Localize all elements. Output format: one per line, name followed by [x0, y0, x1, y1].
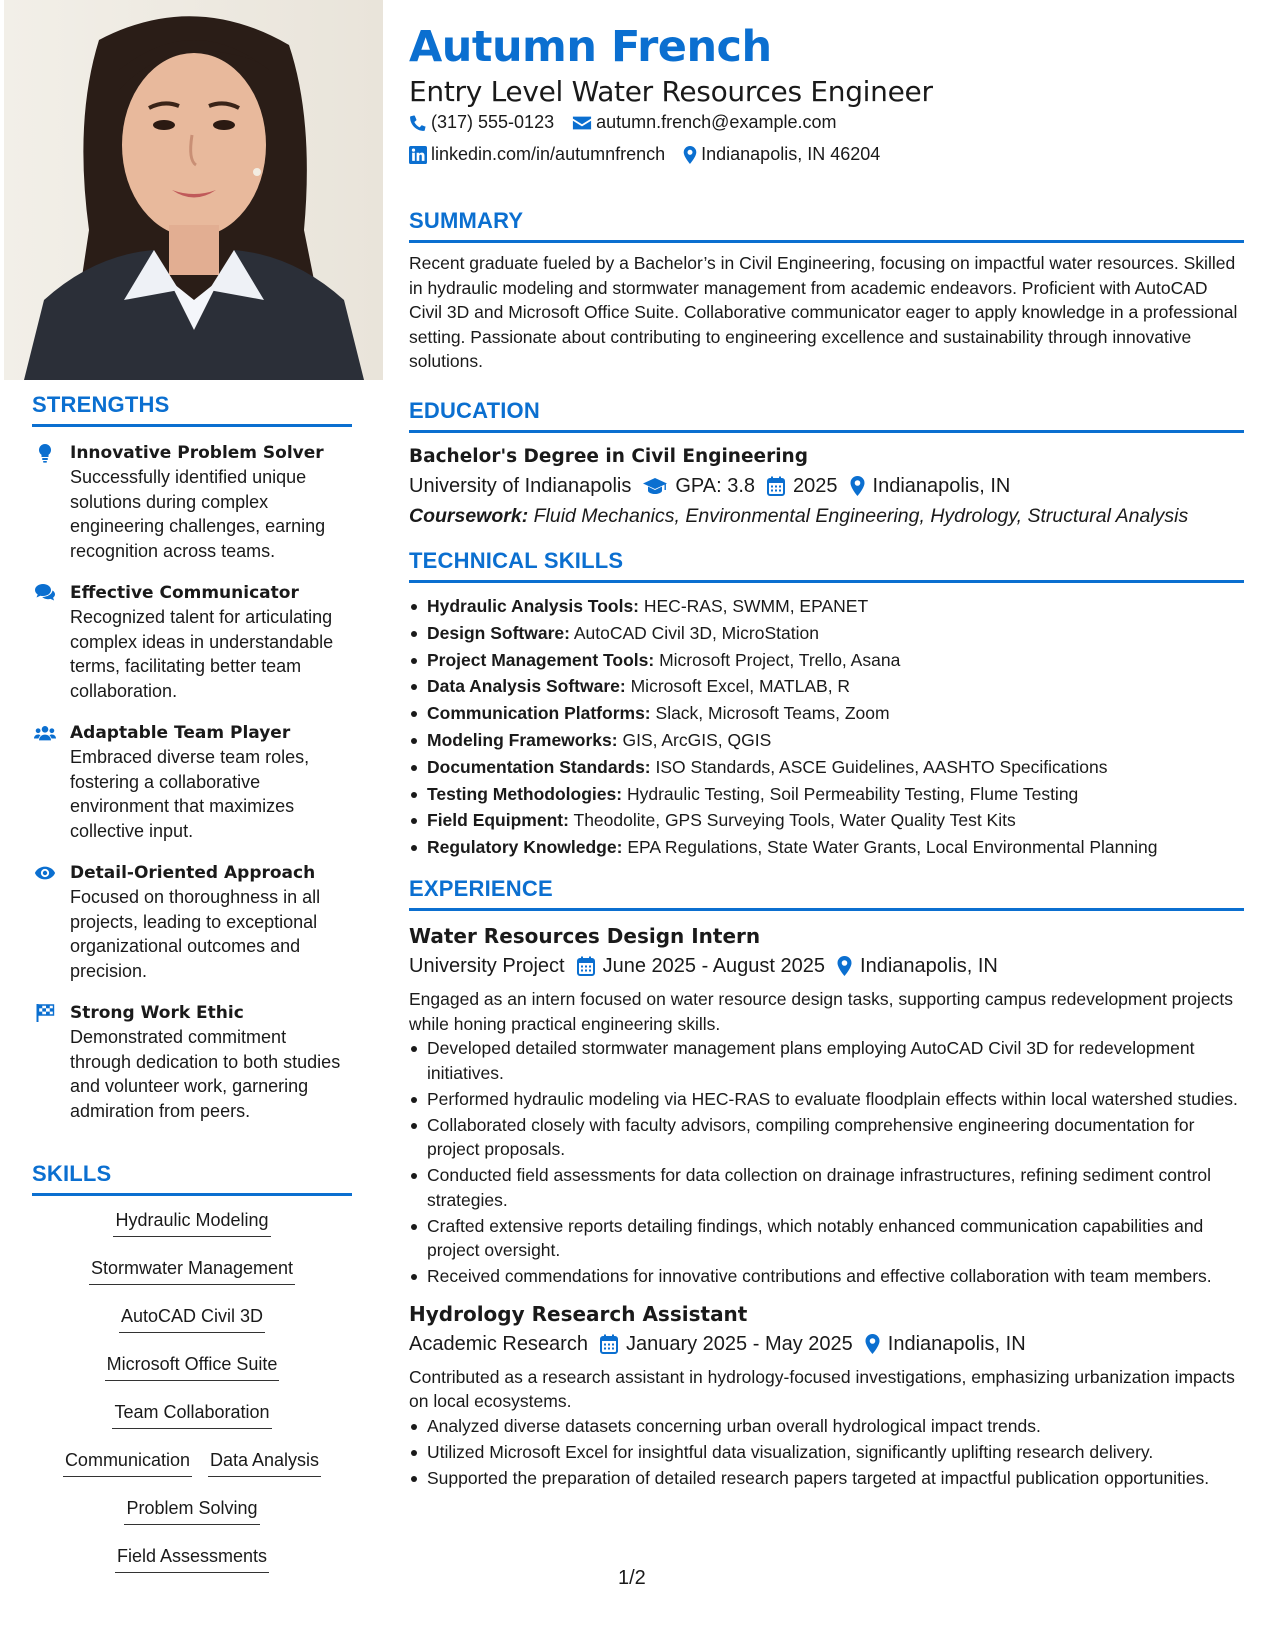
- list-item: Collaborated closely with faculty advisors, compiling comprehensive engineering documentation for project proposals.: [409, 1113, 1244, 1162]
- skill-label: Documentation Standards:: [427, 756, 651, 777]
- list-item: [409, 781, 1244, 808]
- skill-label: Modeling Frameworks:: [427, 729, 618, 750]
- section-divider: [409, 430, 1244, 433]
- list-item: Utilized Microsoft Excel for insightful data visualization, significantly uplifting research delivery.: [409, 1440, 1244, 1465]
- skill-value: Slack, Microsoft Teams, Zoom: [655, 703, 890, 724]
- education-meta: [409, 471, 1244, 501]
- map-pin-icon: [837, 956, 852, 976]
- strength-item: [32, 441, 352, 563]
- experience-section: [409, 876, 1244, 1492]
- strength-item: [32, 721, 352, 843]
- checkered-flag-icon: [34, 1003, 56, 1023]
- linkedin-icon: [409, 146, 427, 164]
- skill-chip: AutoCAD Civil 3D: [119, 1304, 265, 1333]
- users-icon: [34, 723, 56, 743]
- calendar-icon: [577, 956, 595, 976]
- degree-title: Bachelor's Degree in Civil Engineering: [409, 446, 808, 467]
- job-org: University Project: [409, 955, 565, 977]
- job-dates: June 2025 - August 2025: [602, 955, 826, 977]
- strength-description: Focused on thoroughness in all projects, leading to exceptional organizational outcomes and precision.: [70, 887, 321, 981]
- location-text: Indianapolis, IN 46204: [701, 144, 881, 164]
- graduation-year: 2025: [793, 475, 838, 497]
- coursework-text: Fluid Mechanics, Environmental Engineering, Hydrology, Structural Analysis: [533, 505, 1189, 527]
- strength-name: Adaptable Team Player: [70, 723, 291, 743]
- skill-chip: Data Analysis: [208, 1448, 321, 1477]
- section-divider: [409, 908, 1244, 911]
- list-item: [409, 593, 1244, 620]
- job-meta: [409, 951, 1244, 981]
- linkedin-text: linkedin.com/in/autumnfrench: [431, 144, 666, 164]
- skill-value: GIS, ArcGIS, QGIS: [622, 729, 772, 750]
- list-item: Developed detailed stormwater management plans employing AutoCAD Civil 3D for redevelopment initiatives.: [409, 1036, 1244, 1085]
- email-text: autumn.french@example.com: [596, 112, 837, 132]
- skill-value: EPA Regulations, State Water Grants, Local Environmental Planning: [627, 837, 1158, 858]
- comments-icon: [34, 583, 56, 603]
- candidate-role: Entry Level Water Resources Engineer: [409, 75, 933, 108]
- education-heading: EDUCATION: [409, 398, 540, 423]
- eye-icon: [34, 863, 56, 883]
- linkedin-contact[interactable]: [409, 144, 665, 165]
- strength-description: Demonstrated commitment through dedication to both studies and volunteer work, garnering admiration from peers.: [70, 1027, 341, 1121]
- list-item: Supported the preparation of detailed research papers targeted at impactful publication opportunities.: [409, 1466, 1244, 1491]
- map-pin-icon: [683, 146, 697, 164]
- list-item: [409, 834, 1244, 861]
- lightbulb-icon: [34, 443, 56, 463]
- coursework-label: Coursework:: [409, 505, 529, 527]
- map-pin-icon: [865, 1334, 880, 1354]
- list-item: Performed hydraulic modeling via HEC-RAS to evaluate floodplain effects within local watershed studies.: [409, 1087, 1244, 1112]
- calendar-icon: [600, 1334, 618, 1354]
- job-org: Academic Research: [409, 1332, 588, 1355]
- skill-value: Theodolite, GPS Surveying Tools, Water Quality Test Kits: [573, 810, 1016, 831]
- strength-name: Innovative Problem Solver: [70, 443, 324, 463]
- phone-icon: [409, 114, 427, 132]
- phone-contact[interactable]: [409, 112, 554, 133]
- skill-value: ISO Standards, ASCE Guidelines, AASHTO Specifications: [655, 756, 1108, 777]
- technical-skills-section: [409, 548, 1244, 861]
- phone-text: (317) 555-0123: [431, 112, 555, 132]
- job-description: Contributed as a research assistant in hydrology-focused investigations, emphasizing urbanization impacts on local ecosystems.: [409, 1366, 1235, 1411]
- skill-value: HEC-RAS, SWMM, EPANET: [643, 596, 869, 616]
- job-title: Hydrology Research Assistant: [409, 1301, 748, 1326]
- list-item: [409, 673, 1244, 700]
- technical-skills-heading: TECHNICAL SKILLS: [409, 548, 624, 573]
- strength-description: Embraced diverse team roles, fostering a collaborative environment that maximizes collective input.: [70, 747, 310, 841]
- section-divider: [409, 580, 1244, 583]
- skill-value: Microsoft Excel, MATLAB, R: [630, 676, 851, 697]
- strength-item: [32, 581, 352, 703]
- job-location: Indianapolis, IN: [887, 1332, 1026, 1355]
- technical-skills-list: [409, 593, 1244, 861]
- skill-label: Regulatory Knowledge:: [427, 837, 623, 858]
- skill-chip: Hydraulic Modeling: [113, 1208, 270, 1237]
- skill-value: Hydraulic Testing, Soil Permeability Testing, Flume Testing: [626, 783, 1079, 804]
- strengths-heading: STRENGTHS: [32, 392, 170, 417]
- skill-label: Design Software:: [427, 622, 570, 643]
- section-divider: [32, 424, 352, 427]
- gpa-text: GPA: 3.8: [675, 475, 756, 497]
- skills-section: [32, 1161, 352, 1582]
- job-title: Water Resources Design Intern: [409, 924, 761, 948]
- contact-row: [409, 112, 854, 133]
- skill-value: Microsoft Project, Trello, Asana: [659, 649, 901, 670]
- skill-label: Testing Methodologies:: [427, 783, 623, 804]
- map-pin-icon: [850, 476, 865, 496]
- section-divider: [32, 1193, 352, 1196]
- list-item: [409, 754, 1244, 781]
- experience-heading: EXPERIENCE: [409, 876, 553, 901]
- job-entry: [409, 921, 1244, 1289]
- sidebar: [0, 0, 383, 1650]
- list-item: [409, 620, 1244, 647]
- list-item: [409, 647, 1244, 674]
- coursework-line: [409, 501, 1244, 531]
- email-contact[interactable]: [572, 112, 836, 133]
- job-bullets: [409, 1414, 1244, 1491]
- school-location: Indianapolis, IN: [872, 475, 1011, 497]
- skill-label: Project Management Tools:: [427, 649, 655, 670]
- job-location: Indianapolis, IN: [860, 955, 998, 977]
- skill-chip: Problem Solving: [124, 1496, 259, 1525]
- list-item: [409, 700, 1244, 727]
- location-contact: [683, 144, 880, 165]
- skill-label: Hydraulic Analysis Tools:: [427, 596, 639, 616]
- contact-row-2: [409, 144, 898, 165]
- strength-description: Successfully identified unique solutions during complex engineering challenges, earning recognition across teams.: [70, 467, 326, 561]
- list-item: [409, 807, 1244, 834]
- skill-chip: Stormwater Management: [89, 1256, 295, 1285]
- job-entry: [409, 1299, 1244, 1491]
- calendar-icon: [767, 476, 785, 496]
- job-bullets: [409, 1036, 1244, 1289]
- summary-section: [409, 208, 1244, 374]
- summary-text: Recent graduate fueled by a Bachelor’s in Civil Engineering, focusing on impactful water resources. Skilled in hydraulic modeling and stormwater management from academic endeavors. Proficient with AutoCAD Civil 3D and Microsoft Office Suite. Collaborative communicator eager to apply knowledge in a professional setting. Passionate about contributing to engineering excellence and sustainability through innovative solutions.: [409, 253, 1238, 371]
- strength-item: [32, 1001, 352, 1123]
- strength-name: Effective Communicator: [70, 583, 299, 603]
- list-item: Received commendations for innovative contributions and effective collaboration with team members.: [409, 1264, 1244, 1289]
- skill-chip: Communication: [63, 1448, 192, 1477]
- job-dates: January 2025 - May 2025: [625, 1332, 853, 1355]
- list-item: [409, 727, 1244, 754]
- skill-chip: Microsoft Office Suite: [105, 1352, 280, 1381]
- skill-value: AutoCAD Civil 3D, MicroStation: [573, 622, 819, 643]
- strength-name: Detail-Oriented Approach: [70, 863, 316, 883]
- list-item: Analyzed diverse datasets concerning urban overall hydrological impact trends.: [409, 1414, 1244, 1439]
- education-section: [409, 398, 1244, 531]
- skill-label: Communication Platforms:: [427, 703, 651, 724]
- strength-item: [32, 861, 352, 983]
- school-name: University of Indianapolis: [409, 475, 632, 497]
- skill-label: Data Analysis Software:: [427, 676, 626, 697]
- job-description: Engaged as an intern focused on water resource design tasks, supporting campus redevelopment projects while honing practical engineering skills.: [409, 989, 1233, 1034]
- skill-chip: Team Collaboration: [112, 1400, 271, 1429]
- section-divider: [409, 240, 1244, 243]
- skill-chip: Field Assessments: [115, 1544, 269, 1573]
- envelope-icon: [572, 114, 592, 132]
- strengths-section: [32, 392, 352, 1141]
- skills-heading: SKILLS: [32, 1161, 112, 1186]
- strength-description: Recognized talent for articulating complex ideas in understandable terms, facilitating better team collaboration.: [70, 607, 334, 701]
- list-item: Conducted field assessments for data collection on drainage infrastructures, refining sediment control strategies.: [409, 1163, 1244, 1212]
- graduation-cap-icon: [643, 476, 667, 496]
- job-meta: [409, 1329, 1244, 1359]
- summary-heading: SUMMARY: [409, 208, 524, 233]
- strength-name: Strong Work Ethic: [70, 1003, 244, 1023]
- skill-label: Field Equipment:: [427, 810, 569, 831]
- candidate-name: Autumn French: [409, 22, 772, 72]
- profile-photo: [4, 0, 383, 380]
- list-item: Crafted extensive reports detailing findings, which notably enhanced communication capabilities and project oversight.: [409, 1214, 1244, 1263]
- page-number: 1/2: [618, 1567, 646, 1589]
